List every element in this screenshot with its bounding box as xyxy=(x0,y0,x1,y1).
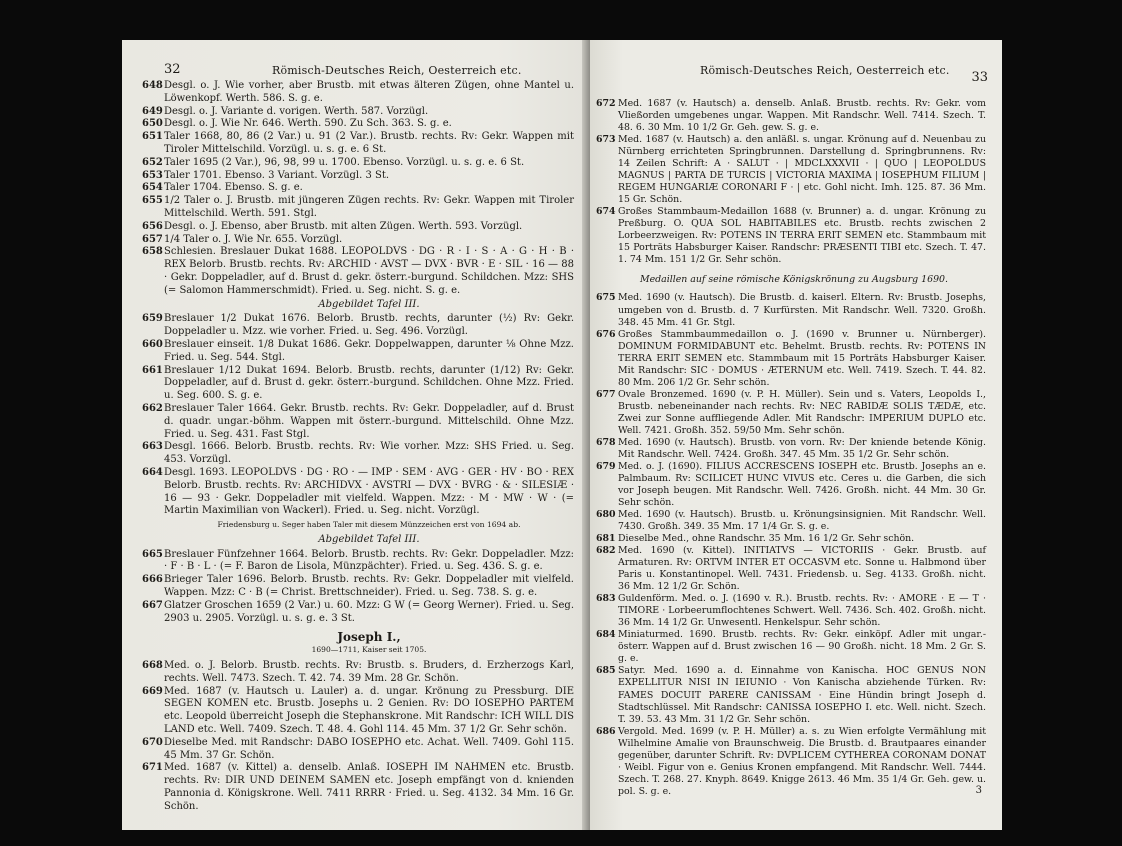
catalog-entry xyxy=(142,246,574,297)
catalog-entry xyxy=(596,545,986,593)
entry-text: Breslauer Taler 1664. Gekr. Brustb. rechts. Rv: Gekr. Doppeladler, auf d. Brust d. quadr. ungar.-böhm. Wappen mit österr.-burgund. Mittelschild. Ohne Mzz. Fried. u. Seg. 431. Fast Stgl. xyxy=(164,402,574,440)
entries-group-a xyxy=(596,98,986,266)
entry-text: Schlesien. Breslauer Dukat 1688. LEOPOLDVS · DG · R · I · S · A · G · H · B · REX Belorb. Brustb. rechts. Rv: ARCHID · AVST — DVX · BVR · E · SIL · 16 — 88 · Gekr. Doppeladler, auf d. Brust d. gekr. österr.-burgund. Schildchen. Mzz: SHS (= Salomon Hammerschmidt). Fried. u. Seg. nicht. S. g. e. xyxy=(164,246,574,296)
entry-text: Med. 1690 (v. Hautsch). Die Brustb. d. kaiserl. Eltern. Rv: Brustb. Josephs, umgeben von d. Brustb. d. 7 Kurfürsten. Mit Randschr. Well. 7320. Großh. 348. 45 Mm. 41 Gr. Stgl. xyxy=(618,292,986,328)
entry-text: Desgl. o. J. Wie vorher, aber Brustb. mit etwas älteren Zügen, ohne Mantel u. Löwenkopf. Werth. 586. S. g. e. xyxy=(164,80,574,104)
entry-number: 653 xyxy=(142,169,163,181)
footnote: Friedensburg u. Seger haben Taler mit diesem Münzzeichen erst von 1694 ab. xyxy=(217,520,521,530)
catalog-entry xyxy=(142,685,574,737)
entry-number: 651 xyxy=(142,131,163,143)
entry-number: 677 xyxy=(596,388,616,400)
entry-number: 670 xyxy=(142,736,163,748)
catalog-entry xyxy=(142,220,574,234)
catalog-entry xyxy=(142,169,574,183)
section-title: Joseph I., xyxy=(337,630,401,645)
entry-text: Glatzer Groschen 1659 (2 Var.) u. 60. Mzz: G W (= Georg Werner). Fried. u. Seg. 2903 u. 2905. Vorzügl. u. s. g. e. 3 St. xyxy=(164,599,574,624)
entry-number: 649 xyxy=(142,105,163,117)
entry-number: 684 xyxy=(596,629,616,641)
right-page xyxy=(590,40,1002,830)
page-number: 32 xyxy=(164,62,181,77)
catalog-entry xyxy=(596,725,986,798)
entry-text: Med. 1687 (v. Hautsch) a. denselb. Anlaß. Brustb. rechts. Rv: Gekr. vom Vließorden umgebenes ungar. Wappen. Mit Randschr. Well. 7414. Szech. T. 48. 6. 30 Mm. 10 1/2 Gr. Geh. gew. S. g. e. xyxy=(618,98,986,134)
entry-number: 652 xyxy=(142,156,163,168)
entry-number: 679 xyxy=(596,460,616,472)
entry-text: Desgl. o. J. Variante d. vorigen. Werth. 587. Vorzügl. xyxy=(164,105,429,117)
catalog-entry xyxy=(596,436,986,461)
entry-number: 686 xyxy=(596,725,616,737)
entry-number: 666 xyxy=(142,574,163,586)
entry-number: 678 xyxy=(596,436,616,448)
signature-mark: 3 xyxy=(975,785,982,796)
right-column xyxy=(596,98,986,798)
entry-number: 650 xyxy=(142,118,163,130)
catalog-entry xyxy=(142,762,574,813)
entry-text: Med. o. J. Belorb. Brustb. rechts. Rv: Brustb. s. Bruders, d. Erzherzogs Karl, rechts. Well. 7473. Szech. T. 42. 74. 39 Mm. 28 Gr. Schön. xyxy=(164,660,574,684)
entries-group-b xyxy=(142,313,574,518)
entry-number: 663 xyxy=(142,441,163,453)
section-dates: 1690—1711, Kaiser seit 1705. xyxy=(311,645,427,655)
entry-text: Satyr. Med. 1690 a. d. Einnahme von Kanischa. HOC GENUS NON EXPELLITUR NISI IN IEIUNIO · Von Kanischa abziehende Türken. Rv: FAMES DOCUIT PARERE CANISSAM · Eine Hündin bringt Joseph d. Stadtschlüssel. Mit Randschr: CANISSA IOSEPHO I. etc. Well. nicht. Szech. T. 39. 53. 43 Mm. 31 1/2 Gr. Sehr schön. xyxy=(618,665,986,725)
entry-number: 656 xyxy=(142,220,163,232)
entry-number: 682 xyxy=(596,545,616,557)
entry-text: Med. 1690 (v. Hautsch). Brustb. u. Krönungsinsignien. Mit Randschr. Well. 7430. Großh. 349. 35 Mm. 17 1/4 Gr. S. g. e. xyxy=(618,509,986,533)
catalog-entry xyxy=(142,364,574,403)
entry-text: Desgl. 1666. Belorb. Brustb. rechts. Rv: Wie vorher. Mzz: SHS Fried. u. Seg. 453. Vorzügl. xyxy=(164,441,574,466)
catalog-entry xyxy=(142,599,574,626)
plate-caption: Abgebildet Tafel III. xyxy=(318,533,420,545)
entry-number: 664 xyxy=(142,466,163,478)
entry-text: Desgl. o. J. Wie Nr. 646. Werth. 590. Zu Sch. 363. S. g. e. xyxy=(164,118,452,130)
entry-number: 669 xyxy=(142,685,163,697)
entry-text: Med. 1690 (v. Kittel). INITIATVS — VICTORIIS · Gekr. Brustb. auf Armaturen. Rv: ORTVM INTER ET OCCASVM etc. Sonne u. Halbmond über Paris u. Konstantinopel. Well. 7431. Friedensb. u. Seg. 4133. Großh. nicht. 36 Mm. 12 1/2 Gr. Schön. xyxy=(618,545,986,593)
entry-number: 668 xyxy=(142,660,163,672)
entries-group-c xyxy=(142,548,574,626)
catalog-entry xyxy=(142,131,574,157)
entries-group-d xyxy=(142,660,574,814)
catalog-entry xyxy=(596,509,986,533)
entry-number: 675 xyxy=(596,292,616,304)
entry-number: 665 xyxy=(142,548,163,560)
entries-group-b xyxy=(596,292,986,797)
entries-group-a xyxy=(142,80,574,298)
entry-number: 648 xyxy=(142,80,163,91)
entry-number: 667 xyxy=(142,599,163,611)
entry-text: Großes Stammbaum-Medaillon 1688 (v. Brunner) a. d. ungar. Krönung zu Preßburg. O. QUA SOL HABITABILES etc. Brustb. rechts zwischen 2 Lorbeerzweigen. Rv: POTENS IN TERRA ERIT SEMEN etc. Stammbaum mit 15 Porträts Habsburger Kaiser. Randschr: PRÆSENTI TIBI etc. Szech. T. 47. 1. 74 Mm. 151 1/2 Gr. Sehr schön. xyxy=(618,206,986,266)
catalog-entry xyxy=(142,80,574,106)
entry-number: 661 xyxy=(142,364,163,376)
catalog-entry xyxy=(142,466,574,518)
catalog-entry xyxy=(596,533,986,545)
plate-caption: Abgebildet Tafel III. xyxy=(318,298,420,310)
catalog-entry xyxy=(142,156,574,170)
entry-number: 680 xyxy=(596,509,616,521)
entry-text: Breslauer 1/2 Dukat 1676. Belorb. Brustb. rechts, darunter (½) Rv: Gekr. Doppeladler u. Mzz. wie vorher. Fried. u. Seg. 496. Vorzügl. xyxy=(164,313,574,338)
entry-text: Med. 1687 (v. Hautsch) a. den anläßl. s. ungar. Krönung auf d. Neuenbau zu Nürnberg errichteten Springbrunnen. Darstellung d. Springbrunnens. Rv: 14 Zeilen Schrift: A · SALUT · | MDCLXXXVII · | QUO | LEOPOLDUS MAGNUS | PARTA DE TURCIS | VICTORIA MAXIMA | IOSEPHUM FILIUM | REGEM HUNGARIÆ CORONARI F · | etc. Gohl nicht. Imh. 125. 87. 36 Mm. 15 Gr. Schön. xyxy=(618,134,986,206)
entry-number: 673 xyxy=(596,134,616,146)
catalog-entry xyxy=(142,195,574,221)
catalog-entry xyxy=(142,233,574,247)
entry-number: 681 xyxy=(596,533,616,545)
catalog-entry xyxy=(142,182,574,195)
entry-text: Taler 1695 (2 Var.), 96, 98, 99 u. 1700. Ebenso. Vorzügl. u. s. g. e. 6 St. xyxy=(164,156,525,168)
page-number: 33 xyxy=(971,70,988,85)
entry-number: 657 xyxy=(142,233,163,245)
entry-text: Med. o. J. (1690). FILIUS ACCRESCENS IOSEPH etc. Brustb. Josephs an e. Palmbaum. Rv: SCILICET HUNC VIVUS etc. Ceres u. die Garben, die sich vor Joseph beugen. Mit Randschr. Well. 7426. Großh. nicht. 44 Mm. 30 Gr. Sehr schön. xyxy=(618,460,986,508)
entry-text: Brieger Taler 1696. Belorb. Brustb. rechts. Rv: Gekr. Doppeladler mit vielfeld. Wappen. Mzz: C · B (= Christ. Brettschneider). Fried. u. Seg. 738. S. g. e. xyxy=(164,574,574,599)
catalog-entry xyxy=(142,574,574,600)
entry-number: 671 xyxy=(142,762,163,774)
left-page xyxy=(122,40,590,830)
catalog-entry xyxy=(596,460,986,509)
entry-number: 659 xyxy=(142,313,163,325)
catalog-entry xyxy=(142,736,574,763)
entry-text: Dieselbe Med. mit Randschr: DABO IOSEPHO etc. Achat. Well. 7409. Gohl 115. 45 Mm. 37 Gr. Schön. xyxy=(164,736,574,761)
catalog-entry xyxy=(596,134,986,206)
entry-text: Breslauer 1/12 Dukat 1694. Belorb. Brustb. rechts, darunter (1/12) Rv: Gekr. Doppeladler, auf d. Brust d. gekr. österr.-burgund. Schildchen. Ohne Mzz. Fried. u. Seg. 600. S. g. e. xyxy=(164,364,574,402)
left-column xyxy=(142,80,574,814)
entry-text: Taler 1701. Ebenso. 3 Variant. Vorzügl. 3 St. xyxy=(164,169,390,181)
running-head: Römisch-Deutsches Reich, Oesterreich etc. xyxy=(272,64,522,77)
catalog-entry xyxy=(142,338,574,365)
catalog-entry xyxy=(596,206,986,266)
catalog-entry xyxy=(596,292,986,328)
entry-text: Taler 1668, 80, 86 (2 Var.) u. 91 (2 Var.). Brustb. rechts. Rv: Gekr. Wappen mit Tiroler Mittelschild. Vorzügl. u. s. g. e. 6 St. xyxy=(164,131,574,155)
entry-text: Med. 1687 (v. Kittel) a. denselb. Anlaß. IOSEPH IM NAHMEN etc. Brustb. rechts. Rv: DIR UND DEINEM SAMEN etc. Joseph empfängt von d. knienden Pannonia d. Königskrone. Well. 7411 RRRR · Fried. u. Seg. 4132. 34 Mm. 16 Gr. Schön. xyxy=(164,762,574,812)
catalog-entry xyxy=(142,548,574,575)
catalog-entry xyxy=(142,118,574,131)
catalog-entry xyxy=(142,441,574,467)
catalog-entry xyxy=(596,665,986,725)
catalog-entry xyxy=(142,660,574,686)
entry-text: Desgl. 1693. LEOPOLDVS · DG · RO · — IMP · SEM · AVG · GER · HV · BO · REX Belorb. Brustb. rechts. Rv: ARCHIDVX · AVSTRI — DVX · BVRG · & · SILESIÆ · 16 — 93 · Gekr. Doppeladler mit vielfeld. Wappen. Mzz: · M · MW · W · (= Martin Maximilian von Wackerl). Fried. u. Seg. nicht. Vorzügl. xyxy=(164,466,574,517)
catalog-entry xyxy=(596,98,986,134)
entry-text: Breslauer Fünfzehner 1664. Belorb. Brustb. rechts. Rv: Gekr. Doppeladler. Mzz: · F · B · L · (= F. Baron de Lisola, Münzpächter). Fried. u. Seg. 436. S. g. e. xyxy=(164,548,574,573)
section-heading: Medaillen auf seine römische Königskrönung zu Augsburg 1690. xyxy=(639,274,948,286)
entry-text: Dieselbe Med., ohne Randschr. 35 Mm. 16 1/2 Gr. Sehr schön. xyxy=(618,533,915,545)
entry-number: 654 xyxy=(142,182,163,194)
entry-text: Taler 1704. Ebenso. S. g. e. xyxy=(164,182,303,194)
entry-number: 672 xyxy=(596,98,616,109)
entry-number: 685 xyxy=(596,665,616,677)
entry-number: 658 xyxy=(142,246,163,258)
catalog-entry xyxy=(596,328,986,389)
entry-text: Vergold. Med. 1699 (v. P. H. Müller) a. s. zu Wien erfolgte Vermählung mit Wilhelmine Amalie von Braunschweig. Die Brustb. d. Brautpaares einander gegenüber, darunter Schrift. Rv: DVPLICEM CYTHEREA CORONAM DONAT · Weibl. Figur von e. Genius Kronen empfangend. Mit Randschr. Well. 7444. Szech. T. 268. 27. Knyph. 8649. Knigge 2613. 46 Mm. 35 1/4 Gr. Geh. gew. u. pol. S. g. e. xyxy=(618,725,986,797)
entry-text: Miniaturmed. 1690. Brustb. rechts. Rv: Gekr. einköpf. Adler mit ungar.-österr. Wappen auf d. Brust zwischen 16 — 90 Großh. nicht. 18 Mm. 2 Gr. S. g. e. xyxy=(618,629,986,665)
entry-number: 655 xyxy=(142,195,163,207)
entry-text: 1/4 Taler o. J. Wie Nr. 655. Vorzügl. xyxy=(164,233,343,245)
entry-number: 683 xyxy=(596,593,616,605)
catalog-entry xyxy=(142,402,574,441)
catalog-entry xyxy=(596,388,986,437)
entry-text: Breslauer einseit. 1/8 Dukat 1686. Gekr. Doppelwappen, darunter ⅛ Ohne Mzz. Fried. u. Seg. 544. Stgl. xyxy=(164,338,574,363)
entry-number: 660 xyxy=(142,338,163,350)
catalog-entry xyxy=(142,105,574,119)
entry-text: Großes Stammbaummedaillon o. J. (1690 v. Brunner u. Nürnberger). DOMINUM FORMIDABUNT etc. Behelmt. Brustb. rechts. Rv: POTENS IN TERRA ERIT SEMEN etc. Stammbaum mit 15 Porträts Habsburger Kaiser. Mit Randschr: SIC · DOMUS · ÆTERNUM etc. Well. 7419. Szech. T. 44. 82. 80 Mm. 206 1/2 Gr. Sehr schön. xyxy=(618,328,986,388)
catalog-entry xyxy=(596,593,986,629)
entry-text: 1/2 Taler o. J. Brustb. mit jüngeren Zügen rechts. Rv: Gekr. Wappen mit Tiroler Mittelschild. Werth. 591. Stgl. xyxy=(164,195,574,219)
catalog-entry xyxy=(596,629,986,665)
running-head: Römisch-Deutsches Reich, Oesterreich etc. xyxy=(700,64,950,77)
catalog-entry xyxy=(142,313,574,339)
entry-text: Desgl. o. J. Ebenso, aber Brustb. mit alten Zügen. Werth. 593. Vorzügl. xyxy=(164,220,523,232)
entry-text: Guldenförm. Med. o. J. (1690 v. R.). Brustb. rechts. Rv: · AMORE · E — T · TIMORE · Lorbeerumflochtenes Schwert. Well. 7436. Sch. 402. Großh. nicht. 36 Mm. 14 1/2 Gr. Unwesentl. Henkelspur. Sehr schön. xyxy=(618,593,986,629)
entry-number: 674 xyxy=(596,206,616,218)
entry-text: Ovale Bronzemed. 1690 (v. P. H. Müller). Sein und s. Vaters, Leopolds I., Brustb. nebeneinander nach rechts. Rv: NEC RABIDÆ SOLIS TÆDÆ, etc. Zwei zur Sonne auffliegende Adler. Mit Randschr: IMPERIUM DUPLO etc. Well. 7421. Großh. 352. 59/50 Mm. Sehr schön. xyxy=(618,388,986,436)
entry-text: Med. 1687 (v. Hautsch u. Lauler) a. d. ungar. Krönung zu Pressburg. DIE SEGEN KOMEN etc. Brustb. Josephs u. 2 Genien. Rv: DO IOSEPHO PARTEM etc. Leopold überreicht Joseph die Stephanskrone. Mit Randschr: ICH WILL DIS LAND etc. Well. 7409. Szech. T. 48. 4. Gohl 114. 45 Mm. 37 1/2 Gr. Sehr schön. xyxy=(164,685,574,736)
entry-number: 662 xyxy=(142,402,163,414)
entry-number: 676 xyxy=(596,328,616,340)
entry-text: Med. 1690 (v. Hautsch). Brustb. von vorn. Rv: Der kniende betende König. Mit Randschr. Well. 7424. Großh. 347. 45 Mm. 35 1/2 Gr. Sehr schön. xyxy=(618,436,986,460)
